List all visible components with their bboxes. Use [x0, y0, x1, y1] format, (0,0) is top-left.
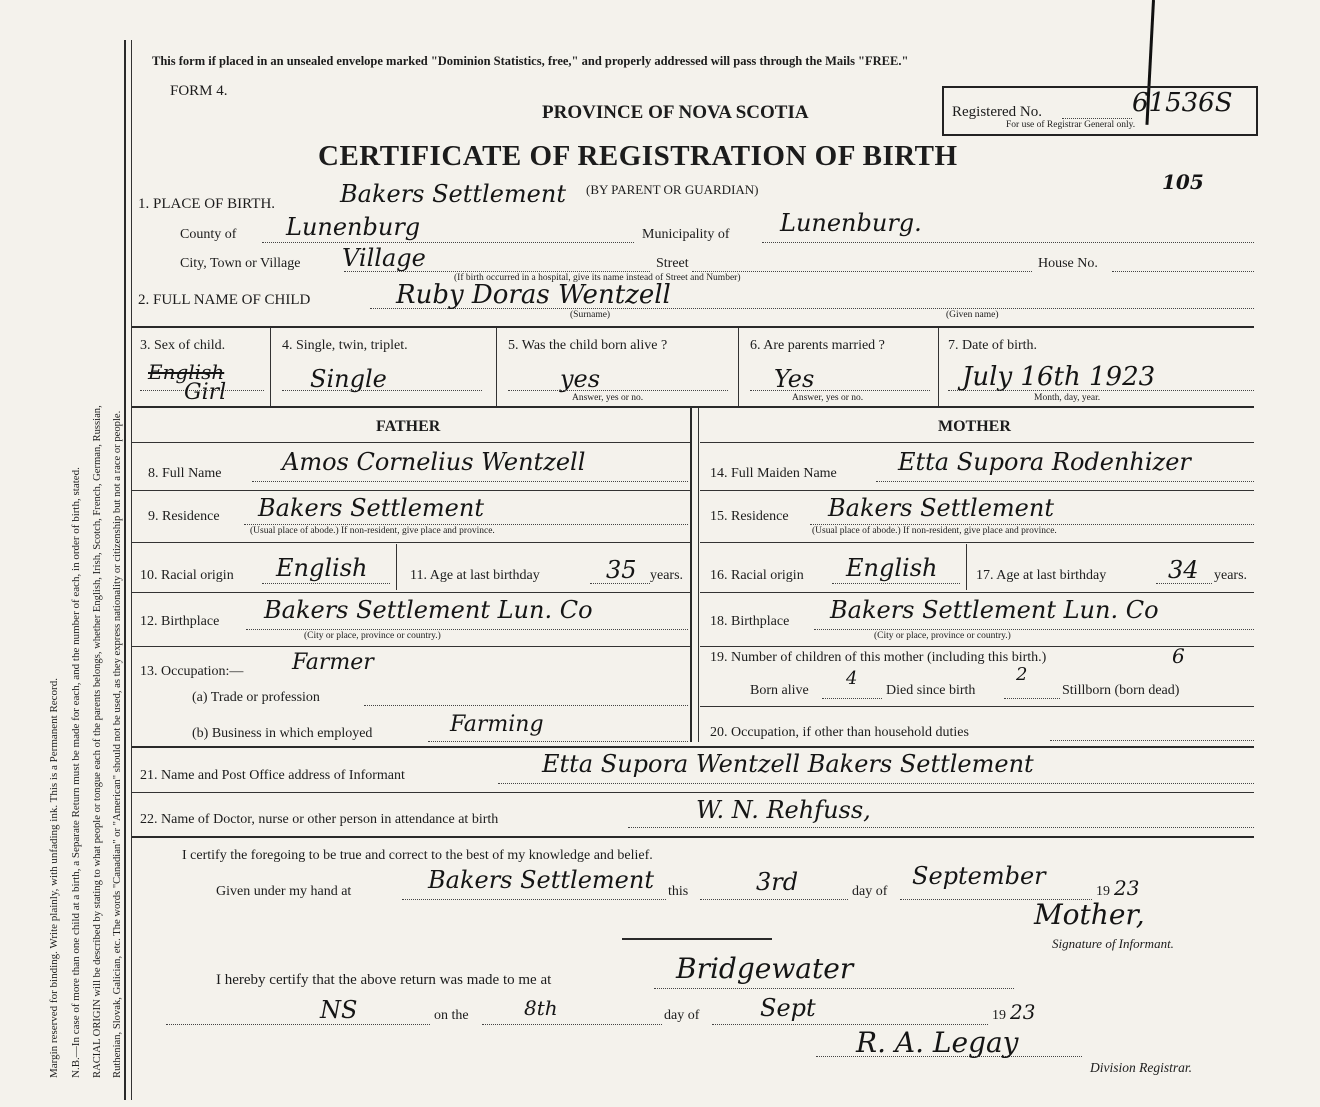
father-racial-label: 10. Racial origin — [140, 568, 234, 583]
municipality-value: Lunenburg. — [780, 209, 922, 237]
dob-note: Month, day, year. — [1034, 393, 1101, 403]
by-parent: (BY PARENT OR GUARDIAN) — [586, 182, 759, 197]
father-name-value: Amos Cornelius Wentzell — [282, 448, 586, 476]
street-label: Street — [656, 256, 689, 271]
margin-note-racial-origin: RACIAL ORIGIN will be described by stating to what people or tongue each of the parents belongs, whether English, Irish, Scotch, French, German, Russian, — [92, 405, 103, 1078]
corner-mark: 105 — [1162, 170, 1204, 194]
return-day: 8th — [524, 996, 558, 1020]
doctor-value: W. N. Rehfuss, — [696, 796, 871, 824]
sex-label: 3. Sex of child. — [140, 338, 226, 353]
this-label: this — [668, 884, 689, 899]
mother-name-label: 14. Full Maiden Name — [710, 466, 837, 481]
hospital-note: (If birth occurred in a hospital, give its name instead of Street and Number) — [454, 273, 741, 283]
mother-city-note: (City or place, province or country.) — [874, 631, 1011, 641]
father-heading: FATHER — [376, 418, 441, 435]
born-alive-value: 4 — [846, 668, 858, 689]
dob-label: 7. Date of birth. — [948, 338, 1038, 353]
return-day-of-label: day of — [664, 1008, 700, 1023]
margin-note-multiple-births: N.B.—In case of more than one child at a birth, a Separate Return must be made for each, and the number of each, in order of birth, stated. — [70, 467, 82, 1078]
father-residence-value: Bakers Settlement — [258, 494, 484, 522]
married-value: Yes — [774, 365, 815, 393]
municipality-label: Municipality of — [642, 227, 730, 242]
sex-struck: English — [148, 360, 225, 384]
father-years: years. — [650, 568, 684, 583]
registrar-signature: R. A. Legay — [856, 1026, 1019, 1059]
place-value: Bakers Settlement — [340, 180, 566, 208]
stillborn-label: Stillborn (born dead) — [1062, 683, 1180, 698]
return-text: I hereby certify that the above return was made to me at — [216, 972, 552, 988]
registered-number: 61536S — [1132, 88, 1233, 118]
day-value: 3rd — [756, 868, 799, 896]
city-label: City, Town or Village — [180, 256, 301, 271]
province-heading: PROVINCE OF NOVA SCOTIA — [542, 102, 809, 123]
year-value: 23 — [1114, 876, 1140, 900]
return-year-prefix: 19 — [992, 1008, 1006, 1023]
mother-name-value: Etta Supora Rodenhizer — [898, 448, 1191, 476]
given-label: Given under my hand at — [216, 884, 352, 899]
father-age-label: 11. Age at last birthday — [410, 568, 540, 583]
province-value: NS — [320, 996, 358, 1024]
father-trade-label: (a) Trade or profession — [192, 690, 320, 705]
married-note: Answer, yes or no. — [792, 393, 864, 403]
father-city-note: (City or place, province or country.) — [304, 631, 441, 641]
registered-label: Registered No. — [952, 104, 1042, 120]
alive-value: yes — [560, 365, 601, 393]
single-label: 4. Single, twin, triplet. — [282, 338, 408, 353]
child-name-value: Ruby Doras Wentzell — [396, 280, 671, 310]
rule-signature — [622, 938, 772, 940]
mother-birthplace-label: 18. Birthplace — [710, 614, 790, 629]
alive-note: Answer, yes or no. — [572, 393, 644, 403]
certificate-title: CERTIFICATE OF REGISTRATION OF BIRTH — [318, 140, 958, 172]
rule-row3-bottom — [132, 406, 1254, 408]
year-prefix: 19 — [1096, 884, 1110, 899]
informant-label: 21. Name and Post Office address of Informant — [140, 768, 405, 783]
father-business-value: Farming — [450, 712, 544, 737]
died-label: Died since birth — [886, 683, 976, 698]
mother-abode-note: (Usual place of abode.) If non-resident, give place and province. — [812, 526, 1057, 536]
married-label: 6. Are parents married ? — [750, 338, 885, 353]
surname-note: (Surname) — [570, 310, 611, 320]
margin-note-binding: Margin reserved for binding. Write plainly, with unfading ink. This is a Permanent Record. — [48, 678, 60, 1078]
mother-birthplace-value: Bakers Settlement Lun. Co — [830, 596, 1159, 624]
registrar-note: For use of Registrar General only. — [1006, 120, 1136, 130]
mother-racial-value: English — [846, 554, 938, 582]
informant-value: Etta Supora Wentzell Bakers Settlement — [542, 750, 1034, 778]
on-the-label: on the — [434, 1008, 469, 1023]
given-note: (Given name) — [946, 310, 999, 320]
margin-rule — [124, 40, 126, 1100]
margin-rule-inner — [131, 40, 132, 1100]
father-racial-value: English — [276, 554, 368, 582]
father-business-label: (b) Business in which employed — [192, 726, 373, 741]
dob-value: July 16th 1923 — [962, 362, 1156, 392]
father-occupation-value: Farmer — [292, 650, 374, 675]
day-of-label: day of — [852, 884, 888, 899]
father-residence-label: 9. Residence — [148, 509, 220, 524]
certify-text: I certify the foregoing to be true and correct to the best of my knowledge and belief. — [182, 848, 653, 863]
rule-center — [690, 408, 692, 742]
father-name-label: 8. Full Name — [148, 466, 222, 481]
return-year: 23 — [1010, 1000, 1036, 1024]
informant-signature: Mother, — [1034, 898, 1145, 931]
return-month: Sept — [760, 994, 816, 1022]
father-birthplace-value: Bakers Settlement Lun. Co — [264, 596, 593, 624]
mother-age-label: 17. Age at last birthday — [976, 568, 1107, 583]
born-alive-label: Born alive — [750, 683, 809, 698]
doctor-label: 22. Name of Doctor, nurse or other person in attendance at birth — [140, 812, 499, 827]
place-label: 1. PLACE OF BIRTH. — [138, 196, 276, 212]
rule-doctor-bottom — [132, 836, 1254, 838]
mother-residence-label: 15. Residence — [710, 509, 789, 524]
county-label: County of — [180, 227, 237, 242]
father-occupation-label: 13. Occupation:— — [140, 664, 244, 679]
father-birthplace-label: 12. Birthplace — [140, 614, 220, 629]
mother-children-label: 19. Number of children of this mother (including this birth.) — [710, 650, 1047, 665]
died-value: 2 — [1016, 664, 1028, 685]
return-place: Bridgewater — [676, 952, 854, 985]
sex-value: Girl — [184, 380, 227, 405]
mother-children-value: 6 — [1172, 644, 1185, 668]
house-label: House No. — [1038, 256, 1098, 271]
mother-heading: MOTHER — [938, 418, 1011, 435]
month-value: September — [912, 862, 1046, 890]
postal-note: This form if placed in an unsealed envelope marked "Dominion Statistics, free," and properly addressed will pass through the Mails "FREE." — [152, 54, 909, 68]
registered-number-box — [942, 86, 1258, 136]
mother-age-value: 34 — [1168, 556, 1199, 584]
registrar-label: Division Registrar. — [1090, 1060, 1193, 1075]
form-number: FORM 4. — [170, 83, 228, 99]
city-value: Village — [342, 244, 426, 272]
rule-row3-top — [132, 326, 1254, 328]
father-age-value: 35 — [606, 556, 637, 584]
county-value: Lunenburg — [286, 213, 421, 241]
mother-years: years. — [1214, 568, 1248, 583]
margin-note-racial-origin-2: Ruthenian, Slovak, Galician, etc. The words "Canadian" or "American" should not be used, as they express nationality or citizenship but not a race or people. — [112, 410, 123, 1078]
given-place: Bakers Settlement — [428, 866, 654, 894]
rule-section-bottom — [132, 746, 1254, 748]
mother-racial-label: 16. Racial origin — [710, 568, 804, 583]
single-value: Single — [310, 365, 387, 393]
mother-occupation-label: 20. Occupation, if other than household duties — [710, 725, 969, 740]
alive-label: 5. Was the child born alive ? — [508, 338, 668, 353]
name-label: 2. FULL NAME OF CHILD — [138, 292, 311, 308]
mother-residence-value: Bakers Settlement — [828, 494, 1054, 522]
signature-label: Signature of Informant. — [1052, 936, 1174, 951]
father-abode-note: (Usual place of abode.) If non-resident, give place and province. — [250, 526, 495, 536]
